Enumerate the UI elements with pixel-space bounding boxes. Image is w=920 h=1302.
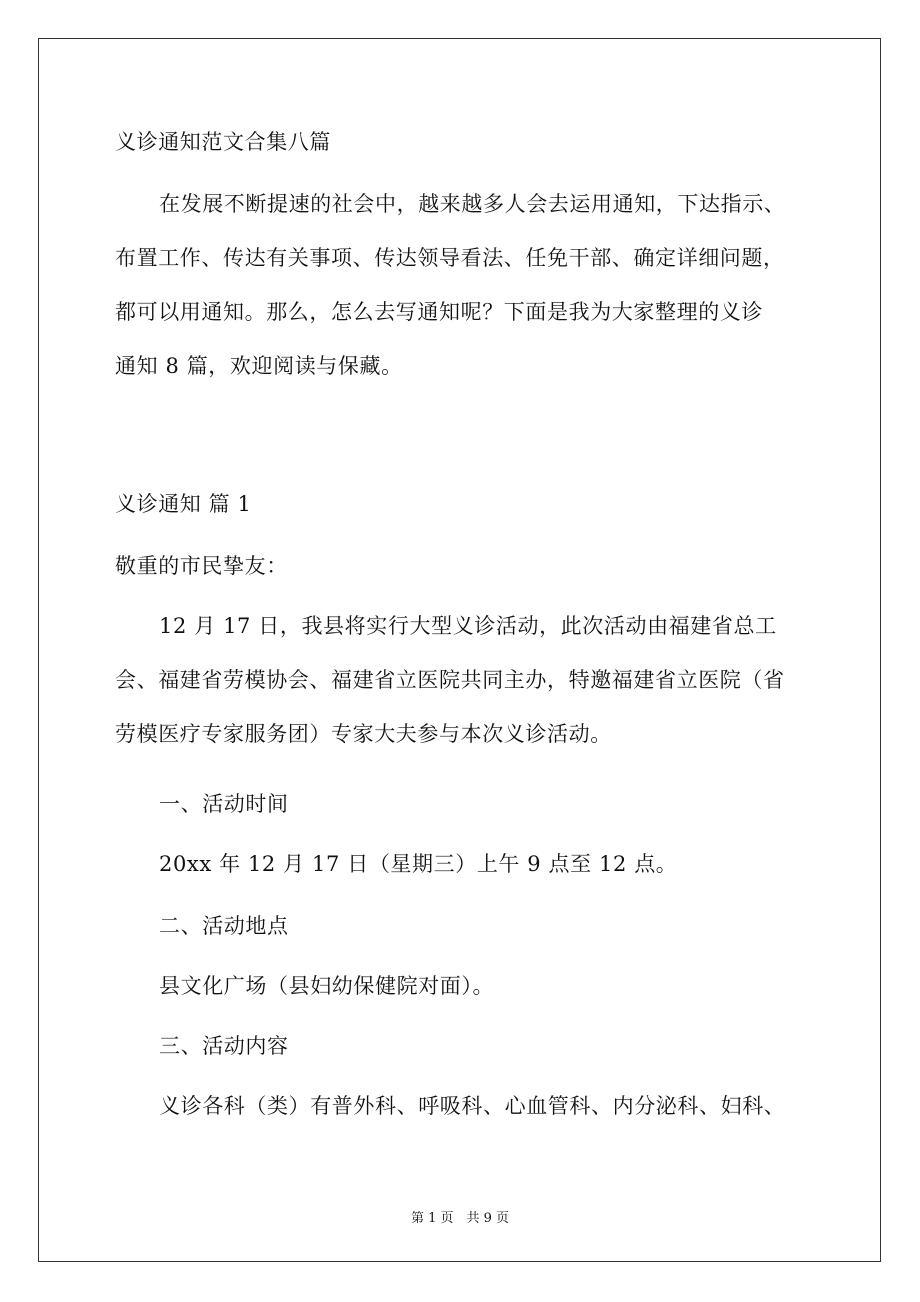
body-line: 会、福建省劳模协会、福建省立医院共同主办，特邀福建省立医院（省 <box>115 668 785 692</box>
activity-time: 20xx 年 12 月 17 日（星期三）上午 9 点至 12 点。 <box>159 852 678 876</box>
document-title: 义诊通知范文合集八篇 <box>115 130 331 154</box>
intro-line: 通知 8 篇，欢迎阅读与保藏。 <box>115 354 403 378</box>
greeting: 敬重的市民挚友： <box>115 554 288 578</box>
intro-line: 都可以用通知。那么，怎么去写通知呢？下面是我为大家整理的义诊 <box>115 300 763 324</box>
section-title: 义诊通知 篇 1 <box>115 492 252 516</box>
page-footer: 第 1 页 共 9 页 <box>410 1211 510 1226</box>
activity-location: 县文化广场（县妇幼保健院对面）。 <box>159 974 495 998</box>
page-border <box>38 38 881 1262</box>
body-line: 12 月 17 日，我县将实行大型义诊活动，此次活动由福建省总工 <box>159 614 777 638</box>
intro-line: 在发展不断提速的社会中，越来越多人会去运用通知，下达指示、 <box>159 192 786 216</box>
heading-activity-time: 一、活动时间 <box>159 792 289 816</box>
intro-line: 布置工作、传达有关事项、传达领导看法、任免干部、确定详细问题， <box>115 246 785 270</box>
heading-activity-location: 二、活动地点 <box>159 914 289 938</box>
body-line: 劳模医疗专家服务团）专家大夫参与本次义诊活动。 <box>115 722 612 746</box>
activity-content: 义诊各科（类）有普外科、呼吸科、心血管科、内分泌科、妇科、 <box>159 1094 786 1118</box>
heading-activity-content: 三、活动内容 <box>159 1034 289 1058</box>
